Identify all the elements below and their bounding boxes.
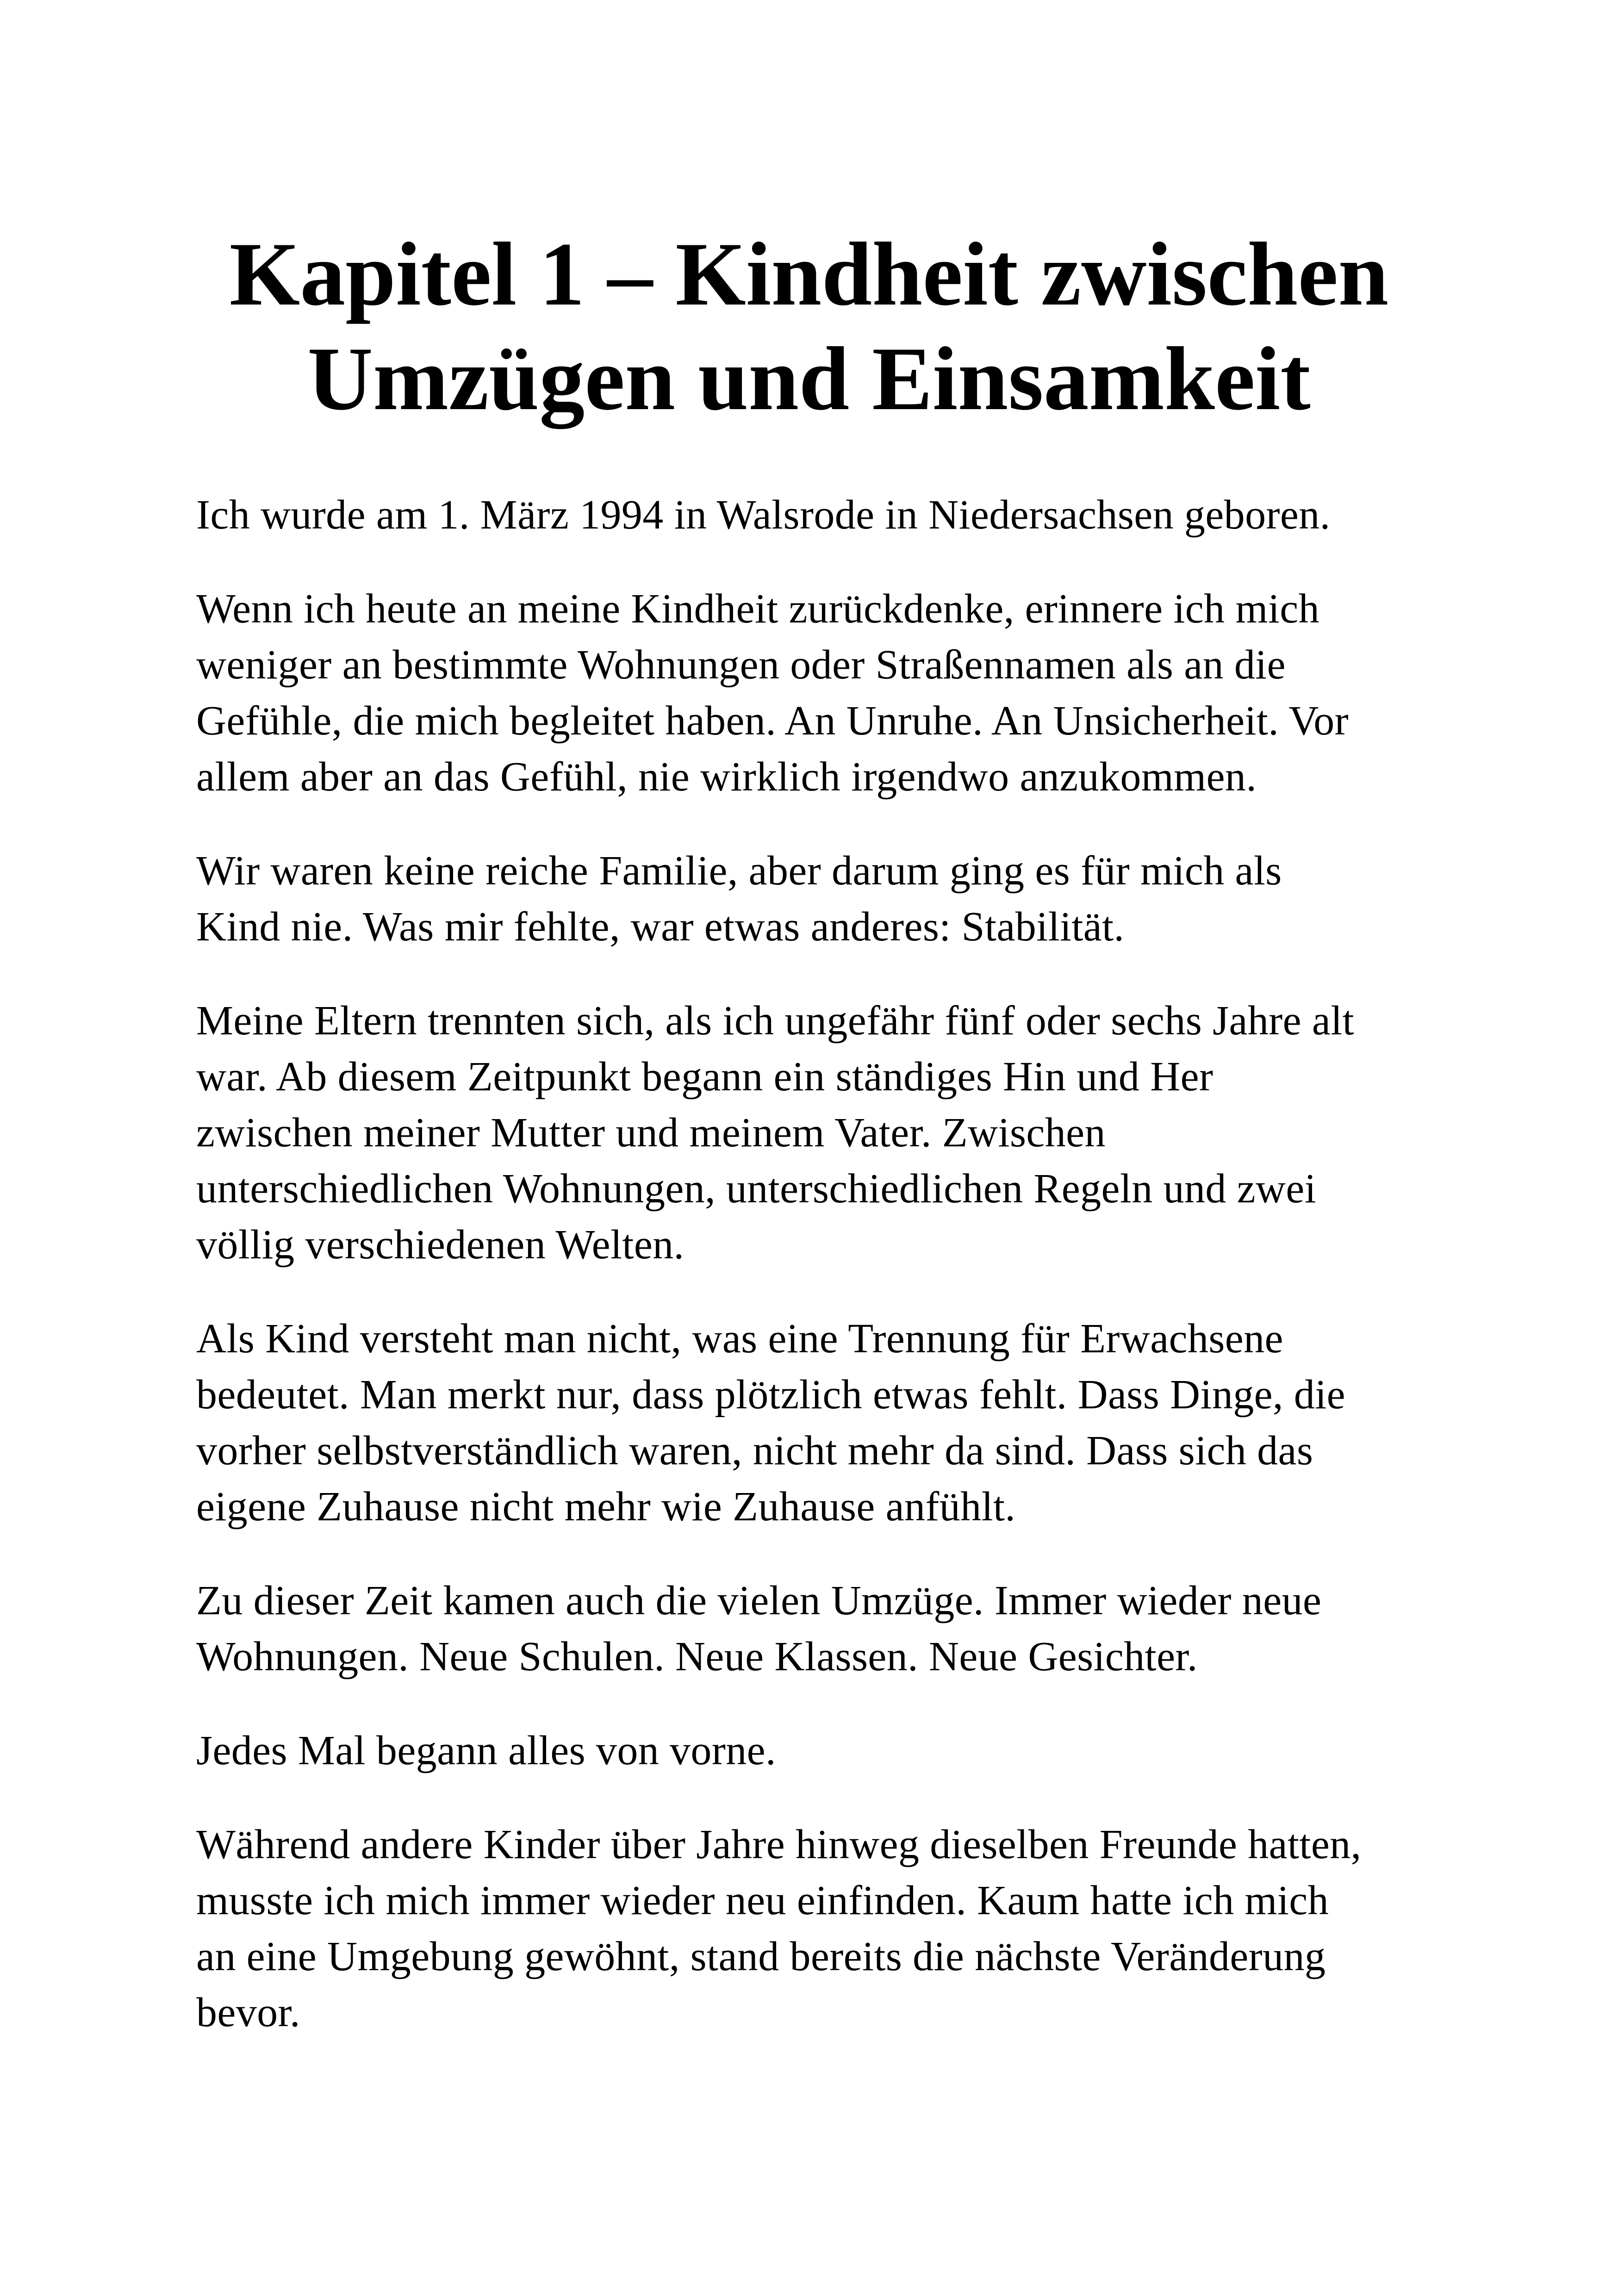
paragraph [196, 487, 1492, 543]
text-line: weniger an bestimmte Wohnungen oder Straßennamen als an die [196, 642, 1286, 688]
paragraph [196, 1311, 1492, 1535]
text-line: war. Ab diesem Zeitpunkt begann ein ständiges Hin und Her [196, 1054, 1214, 1100]
text-line: Wohnungen. Neue Schulen. Neue Klassen. Neue Gesichter. [196, 1634, 1198, 1680]
text-line: Als Kind versteht man nicht, was eine Trennung für Erwachsene [196, 1316, 1283, 1362]
text-line: völlig verschiedenen Welten. [196, 1222, 685, 1268]
text-line: Zu dieser Zeit kamen auch die vielen Umzüge. Immer wieder neue [196, 1578, 1322, 1624]
paragraph [196, 581, 1492, 805]
chapter-body [196, 487, 1492, 2078]
text-line: Wenn ich heute an meine Kindheit zurückdenke, erinnere ich mich [196, 586, 1319, 632]
text-line: zwischen meiner Mutter und meinem Vater. Zwischen [196, 1110, 1106, 1156]
text-line: vorher selbstverständlich waren, nicht mehr da sind. Dass sich das [196, 1428, 1313, 1474]
text-line: Gefühle, die mich begleitet haben. An Unruhe. An Unsicherheit. Vor [196, 698, 1349, 744]
chapter-title [139, 222, 1479, 431]
text-line: bedeutet. Man merkt nur, dass plötzlich etwas fehlt. Dass Dinge, die [196, 1372, 1345, 1418]
paragraph [196, 1573, 1492, 1685]
paragraph [196, 993, 1492, 1273]
text-line: musste ich mich immer wieder neu einfinden. Kaum hatte ich mich [196, 1878, 1329, 1923]
paragraph [196, 1723, 1492, 1779]
text-line: unterschiedlichen Wohnungen, unterschiedlichen Regeln und zwei [196, 1166, 1317, 1212]
text-line: an eine Umgebung gewöhnt, stand bereits die nächste Veränderung [196, 1934, 1326, 1979]
text-line: Während andere Kinder über Jahre hinweg dieselben Freunde hatten, [196, 1822, 1362, 1867]
text-line: Wir waren keine reiche Familie, aber darum ging es für mich als [196, 848, 1282, 894]
text-line: bevor. [196, 1990, 300, 2035]
paragraph [196, 843, 1492, 955]
text-line: allem aber an das Gefühl, nie wirklich irgendwo anzukommen. [196, 754, 1257, 800]
paragraph [196, 1817, 1492, 2041]
chapter-title-line: Kapitel 1 – Kindheit zwischen [229, 224, 1389, 324]
text-line: Jedes Mal begann alles von vorne. [196, 1728, 776, 1773]
text-line: eigene Zuhause nicht mehr wie Zuhause anfühlt. [196, 1484, 1016, 1530]
text-line: Ich wurde am 1. März 1994 in Walsrode in Niedersachsen geboren. [196, 492, 1331, 538]
text-line: Meine Eltern trennten sich, als ich ungefähr fünf oder sechs Jahre alt [196, 998, 1355, 1044]
chapter-title-line: Umzügen und Einsamkeit [307, 329, 1311, 429]
text-line: Kind nie. Was mir fehlte, war etwas anderes: Stabilität. [196, 904, 1125, 950]
